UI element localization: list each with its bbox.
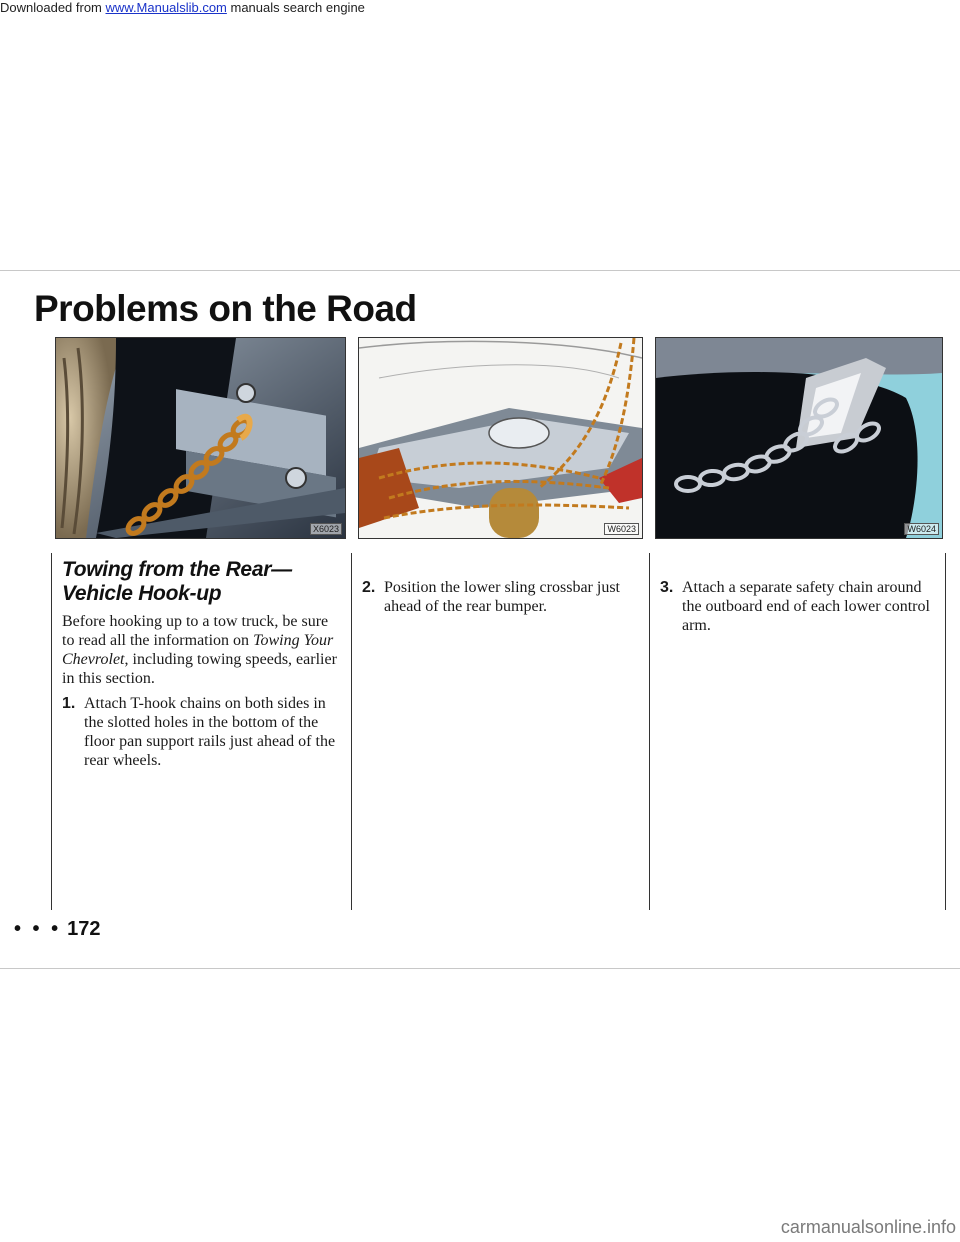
top-page-edge	[0, 270, 960, 271]
intro-text-before: Before hooking up to a tow truck, be sure to read all the information on	[62, 613, 329, 649]
section-heading-line1: Towing from the Rear—	[62, 558, 292, 581]
control-arm-safety-chain-illustration-icon	[656, 338, 942, 538]
banner-prefix: Downloaded from	[0, 0, 106, 15]
step-item	[62, 694, 342, 770]
column-rule-middle	[351, 553, 352, 910]
step-text: Position the lower sling crossbar just ahead of the rear bumper.	[384, 579, 620, 615]
sling-crossbar-chains-illustration-icon	[359, 338, 642, 538]
manualslib-link[interactable]: www.Manualslib.com	[105, 0, 227, 15]
download-banner	[0, 0, 365, 15]
figure-code: W6023	[604, 523, 639, 535]
column-three	[660, 578, 940, 635]
section-heading	[62, 558, 342, 606]
tow-hook-chain-illustration-icon	[56, 338, 345, 538]
figure-safety-chain	[655, 337, 943, 539]
page-title: Problems on the Road	[34, 288, 417, 329]
figure-sling-crossbar	[358, 337, 643, 539]
figure-code: W6024	[904, 523, 939, 535]
step-item	[660, 578, 940, 635]
column-two	[362, 578, 640, 616]
step-text: Attach a separate safety chain around the outboard end of each lower control arm.	[682, 579, 930, 634]
page-number-dots: • • •	[14, 918, 62, 940]
step-text: Attach T-hook chains on both sides in the slotted holes in the bottom of the floor pan support rails just ahead of the rear wheels.	[84, 695, 336, 769]
page-number-value: 172	[67, 918, 101, 940]
bottom-page-edge	[0, 968, 960, 969]
section-heading-line2: Vehicle Hook-up	[62, 582, 222, 605]
figure-tow-hook	[55, 337, 346, 539]
banner-suffix: manuals search engine	[226, 0, 365, 15]
page-number	[14, 918, 101, 941]
column-rule-edge	[945, 553, 946, 910]
figure-code: X6023	[310, 523, 342, 535]
step-number: 1.	[62, 695, 76, 712]
column-rule-right	[649, 553, 650, 910]
step-number: 2.	[362, 579, 376, 596]
column-rule-left	[51, 553, 52, 910]
column-one	[62, 558, 342, 770]
intro-text-italic: Towing Your Chevrolet	[62, 632, 334, 668]
intro-paragraph	[62, 612, 342, 688]
watermark: carmanualsonline.info	[780, 1217, 956, 1237]
step-number: 3.	[660, 579, 674, 596]
intro-text-after: , including towing speeds, earlier in this section.	[62, 651, 337, 687]
step-item	[362, 578, 640, 616]
